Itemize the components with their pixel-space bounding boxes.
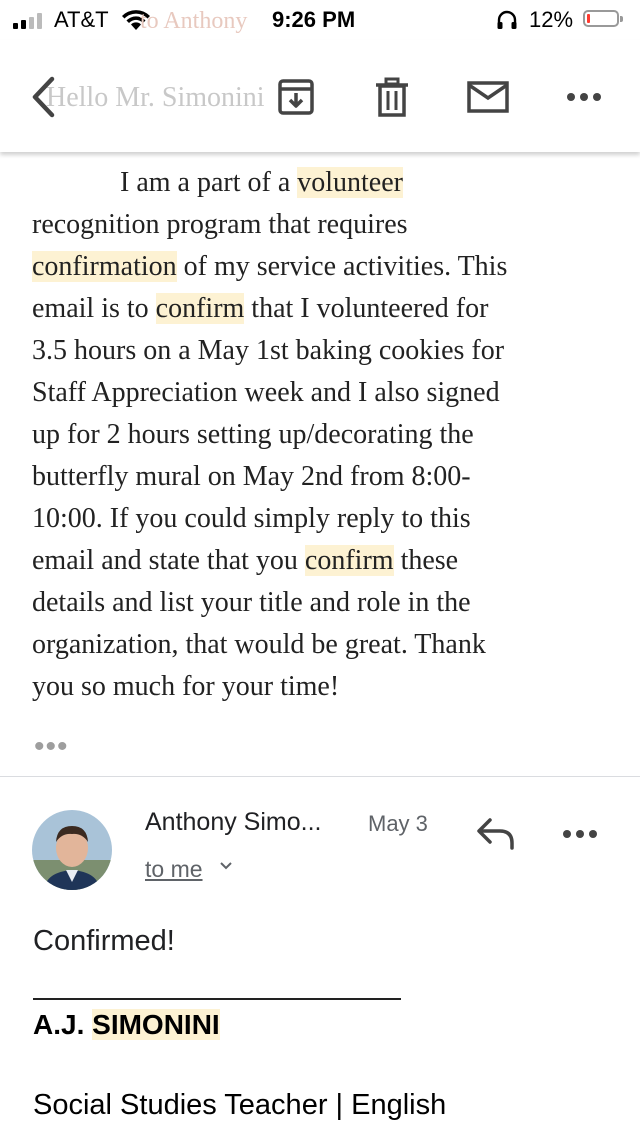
message-line: [32, 414, 612, 456]
cell-signal-icon: [13, 13, 47, 29]
message-text: email and state that you: [32, 545, 305, 576]
divider: [0, 776, 640, 777]
show-trimmed-content-button[interactable]: •••: [34, 730, 69, 763]
message-more-button[interactable]: [562, 814, 606, 854]
signature-name-prefix: A.J.: [33, 1009, 93, 1040]
message-line: [32, 246, 612, 288]
battery-fill: [587, 14, 590, 23]
clock: 9:26 PM: [272, 7, 356, 32]
ghost-subject: Hello Mr. Simonini: [46, 82, 265, 113]
message-line: [32, 204, 612, 246]
archive-icon: [277, 78, 315, 116]
message-body: [32, 162, 612, 708]
message-text: Staff Appreciation week and I also signed: [32, 377, 500, 408]
message-line: [32, 540, 612, 582]
signature-name-highlight: SIMONINI: [92, 1009, 220, 1040]
message-text: of my service activities. This: [176, 251, 508, 282]
reply-button[interactable]: [474, 814, 518, 854]
message-line: [32, 288, 612, 330]
mail-icon: [467, 81, 509, 113]
message-text: butterfly mural on May 2nd from 8:00-: [32, 461, 471, 492]
message-line: [32, 666, 612, 708]
highlighted-term: confirm: [304, 545, 394, 576]
message-line: [32, 372, 612, 414]
status-bar: [0, 0, 640, 40]
reply-body: Confirmed!: [33, 925, 175, 957]
message-line: [32, 456, 612, 498]
battery-percent: 12%: [529, 7, 574, 32]
highlighted-term: confirmation: [32, 251, 177, 282]
reply-icon: [474, 814, 518, 854]
message-text: I am a part of a: [120, 167, 298, 198]
message-date: May 3: [368, 811, 428, 836]
archive-button[interactable]: [273, 74, 319, 120]
message-text: 10:00. If you could simply reply to this: [32, 503, 471, 534]
sender-photo: [32, 810, 112, 890]
ghost-sender: to Anthony: [140, 8, 248, 34]
message-text: recognition program that requires: [32, 209, 408, 240]
headphones-icon: [496, 10, 518, 30]
more-icon: [562, 814, 598, 854]
highlighted-term: confirm: [155, 293, 245, 324]
message-text: these: [393, 545, 459, 576]
more-options-button[interactable]: [561, 74, 607, 120]
message-text: up for 2 hours setting up/decorating the: [32, 419, 474, 450]
delete-button[interactable]: [369, 74, 415, 120]
message-line: [32, 582, 612, 624]
signature-divider: [33, 998, 401, 1000]
message-text: 3.5 hours on a May 1st baking cookies for: [32, 335, 505, 366]
signature-title: Social Studies Teacher | English: [33, 1089, 447, 1121]
message-line: [32, 330, 612, 372]
message-text: you so much for your time!: [32, 671, 340, 702]
message-line: [32, 624, 612, 666]
chevron-down-icon[interactable]: [218, 860, 234, 872]
highlighted-term: volunteer: [297, 167, 403, 198]
message-text: email is to: [32, 293, 156, 324]
back-button[interactable]: [20, 74, 66, 120]
message-text: that I volunteered for: [244, 293, 489, 324]
trash-icon: [375, 77, 409, 117]
carrier-label: AT&T: [54, 7, 109, 32]
message-line: [32, 498, 612, 540]
back-arrow-icon: [30, 76, 56, 118]
message-line: [32, 162, 612, 204]
more-icon: [566, 92, 602, 102]
message-text: organization, that would be great. Thank: [32, 629, 486, 660]
recipient-details-toggle[interactable]: to me: [145, 856, 203, 882]
avatar[interactable]: [32, 810, 112, 890]
signature-name: [33, 1006, 220, 1044]
sender-name[interactable]: Anthony Simo...: [145, 808, 322, 836]
mark-unread-button[interactable]: [465, 74, 511, 120]
battery-icon: [583, 10, 619, 27]
message-text: details and list your title and role in the: [32, 587, 471, 618]
